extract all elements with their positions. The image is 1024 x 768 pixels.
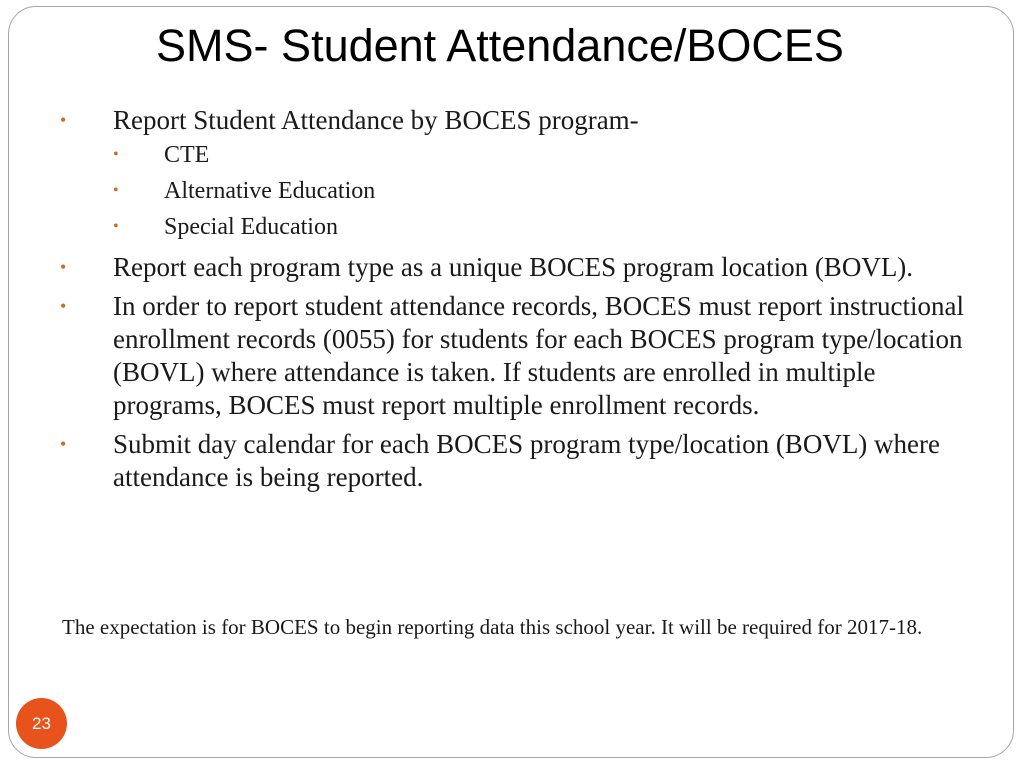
bullet-text: Submit day calendar for each BOCES program type/location (BOVL) where attendance is being reported. xyxy=(113,429,941,492)
sub-bullet-text: CTE xyxy=(164,142,210,168)
sub-bullet-text: Special Education xyxy=(164,214,338,240)
slide-number-badge: 23 xyxy=(16,698,67,749)
bullet-item xyxy=(60,104,990,137)
bullet-icon: • xyxy=(113,182,119,199)
bullet-text: Report Student Attendance by BOCES program- xyxy=(113,105,639,135)
sub-bullet-item xyxy=(113,173,990,209)
bullet-item xyxy=(60,428,990,494)
bullet-text: In order to report student attendance records, BOCES must report instructional enrollment records (0055) for students for each BOCES program type/location (BOVL) where attendance is taken. If students are enrolled in multiple programs, BOCES must report multiple enrollment records. xyxy=(113,291,965,420)
bullet-icon: • xyxy=(60,296,67,316)
bullet-icon: • xyxy=(60,257,67,277)
bullet-text: Report each program type as a unique BOCES program location (BOVL). xyxy=(113,252,914,282)
bullet-item xyxy=(60,290,990,422)
footnote: The expectation is for BOCES to begin reporting data this school year. It will be required for 2017-18. xyxy=(62,615,923,639)
bullet-icon: • xyxy=(60,434,67,454)
sub-list-wrapper xyxy=(60,137,990,245)
sub-bullet-list xyxy=(60,137,990,245)
bullet-item xyxy=(60,251,990,284)
bullet-icon: • xyxy=(113,146,119,163)
bullet-icon: • xyxy=(60,110,67,130)
bullet-icon: • xyxy=(113,218,119,235)
slide-body xyxy=(60,104,990,494)
sub-bullet-text: Alternative Education xyxy=(164,178,376,204)
bullet-list xyxy=(60,104,990,494)
sub-bullet-item xyxy=(113,209,990,245)
slide-title: SMS- Student Attendance/BOCES xyxy=(156,20,844,71)
sub-bullet-item xyxy=(113,137,990,173)
